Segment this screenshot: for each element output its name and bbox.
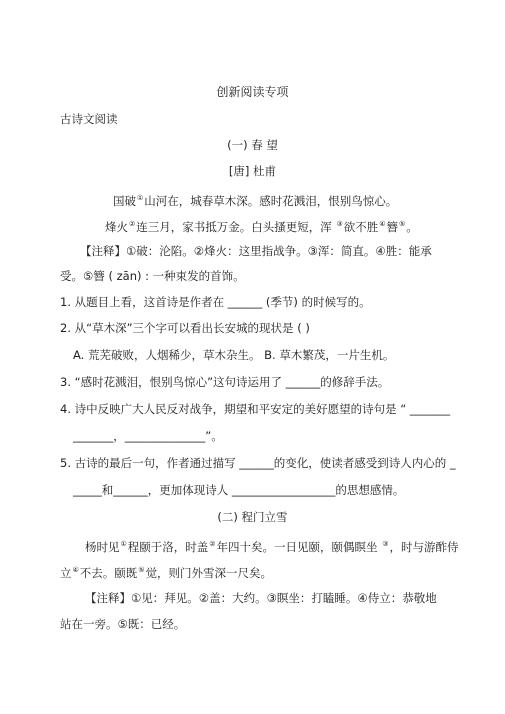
text-segment: 不去。颐既 xyxy=(79,566,138,580)
footnote-mark: ④ xyxy=(379,220,386,228)
text-segment: 立 xyxy=(60,566,72,580)
poem1-notes-line2: 受。⑤簪 ( zān) : 一种束发的首饰。 xyxy=(60,269,245,283)
text-segment: 烽火 xyxy=(105,220,128,234)
text-segment: ，时与游酢侍 xyxy=(389,540,459,554)
question-4-line2: _______，______________”。 xyxy=(73,429,223,443)
text-segment: 山河在，城春草木深。感时花溅泪，恨别鸟惊心。 xyxy=(144,194,398,208)
text-segment: 程颐于洛，时盖 xyxy=(127,540,209,554)
question-4-line1: 4. 诗中反映广大人民反对战争，期望和平安定的美好愿望的诗句是 “ _______ xyxy=(60,402,451,416)
footnote-mark: ② xyxy=(129,220,136,228)
text-segment: 觉，则门外雪深一尺矣。 xyxy=(145,566,273,580)
question-3: 3. “感时花溅泪，恨别鸟惊心”这句诗运用了 ______的修辞手法。 xyxy=(60,375,390,389)
footnote-mark: ⑤ xyxy=(138,566,145,574)
question-1: 1. 从题目上看，这首诗是作者在 ______ (季节) 的时候写的。 xyxy=(60,295,371,309)
text-segment: 连三月，家书抵万金。白头搔更短，浑 xyxy=(136,220,332,234)
poem2-paragraph-line1 xyxy=(85,536,459,555)
footnote-mark: ④ xyxy=(72,566,79,574)
question-5-line1: 5. 古诗的最后一句，作者通过描写 ______的变化，使读者感受到诗人内心的 _ xyxy=(60,456,456,470)
text-segment: 年四十矣。一日见颐，颐偶瞑坐 xyxy=(216,540,382,554)
poem2-heading: (二) 程门立雪 xyxy=(217,510,288,524)
poem1-line2 xyxy=(105,216,418,235)
text-segment: 欲不胜 xyxy=(343,220,379,234)
page-title: 创新阅读专项 xyxy=(216,85,289,99)
text-segment: 。 xyxy=(406,220,418,234)
section-heading: 古诗文阅读 xyxy=(60,112,118,126)
text-segment: 杨时见 xyxy=(85,540,120,554)
poem1-notes-line1: 【注释】①破：沦陷。②烽火：这里指战争。③浑：简直。④胜：能承 xyxy=(80,244,432,258)
question-2: 2. 从“草木深”三个字可以看出长安城的现状是 ( ) xyxy=(60,321,310,335)
footnote-mark: ② xyxy=(209,540,216,548)
question-2-options: A. 荒芜破败，人烟稀少，草木杂生。 B. 草木繁茂，一片生机。 xyxy=(73,348,395,362)
poem1-author: [唐] 杜甫 xyxy=(228,164,277,178)
question-5-line2: _____和______，更加体现诗人 __________________的思想感情。 xyxy=(73,483,405,497)
text-segment: 国破 xyxy=(113,194,136,208)
footnote-mark: ① xyxy=(137,194,144,202)
poem2-notes-line1: 【注释】①见：拜见。②盖：大约。③瞑坐：打瞌睡。④侍立：恭敬地 xyxy=(85,591,437,605)
poem2-notes-line2: 站在一旁。⑤既：已经。 xyxy=(60,617,186,631)
footnote-mark: ③ xyxy=(382,540,389,548)
footnote-mark: ③ xyxy=(336,220,343,228)
text-segment: 簪 xyxy=(386,220,398,234)
poem2-paragraph-line2 xyxy=(60,562,272,581)
footnote-mark: ① xyxy=(120,540,127,548)
footnote-mark: ⑤ xyxy=(399,220,406,228)
poem1-heading: (一) 春 望 xyxy=(227,138,278,152)
poem1-line1 xyxy=(113,190,397,209)
